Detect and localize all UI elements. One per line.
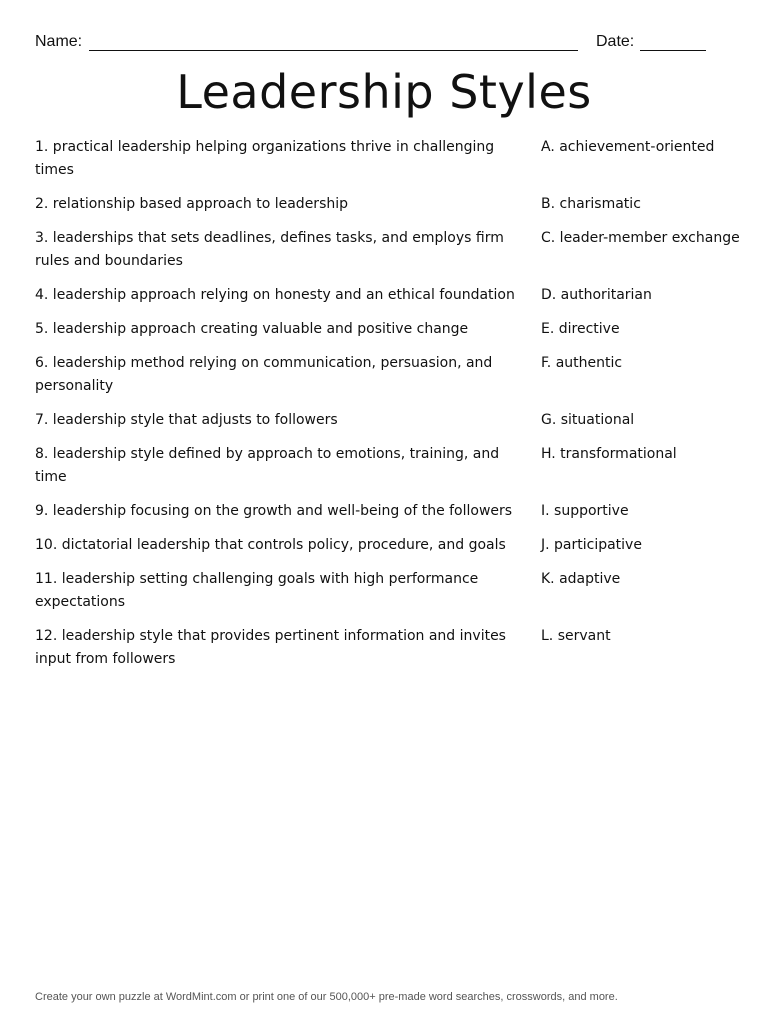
answer-option: D. authoritarian [541,287,652,303]
clue-text: 11. leadership setting challenging goals with high performance expectations [35,571,479,610]
match-row [35,625,745,671]
footer-note: Create your own puzzle at WordMint.com or print one of our 500,000+ pre-made word searches, crosswords, and more. [35,991,618,1003]
clue-text: 5. leadership approach creating valuable and positive change [35,321,469,337]
answer-option: E. directive [541,321,620,337]
name-blank-line [89,50,578,51]
match-row [35,568,745,614]
answer-option: A. achievement-oriented [541,139,715,155]
match-row [35,136,745,182]
match-row [35,443,745,489]
answer-option: L. servant [541,628,611,644]
answer-option: F. authentic [541,355,623,371]
clue-text: 10. dictatorial leadership that controls policy, procedure, and goals [35,537,506,553]
clue-text: 2. relationship based approach to leadership [35,196,349,212]
date-blank-line [640,50,706,51]
match-row [35,409,745,432]
clue-text: 7. leadership style that adjusts to followers [35,412,338,428]
clue-text: 9. leadership focusing on the growth and well-being of the followers [35,503,513,519]
answer-option: J. participative [541,537,642,553]
clue-text: 12. leadership style that provides pertinent information and invites input from followers [35,628,506,667]
match-row [35,227,745,273]
match-row [35,352,745,398]
answer-option: G. situational [541,412,635,428]
answer-option: H. transformational [541,446,677,462]
clue-text: 3. leaderships that sets deadlines, defines tasks, and employs firm rules and boundaries [35,230,504,269]
answer-option: C. leader-member exchange [541,230,740,246]
match-row [35,193,745,216]
match-row [35,534,745,557]
match-row [35,284,745,307]
page-title: Leadership Styles [176,65,592,119]
match-row [35,318,745,341]
name-label: Name: [35,33,83,50]
date-label: Date: [596,33,635,50]
matching-list [35,136,745,682]
clue-text: 1. practical leadership helping organizations thrive in challenging times [35,139,495,178]
clue-text: 8. leadership style defined by approach to emotions, training, and time [35,446,500,485]
clue-text: 4. leadership approach relying on honesty and an ethical foundation [35,287,515,303]
answer-option: K. adaptive [541,571,621,587]
clue-text: 6. leadership method relying on communication, persuasion, and personality [35,355,493,394]
answer-option: B. charismatic [541,196,641,212]
match-row [35,500,745,523]
header [35,33,715,55]
answer-option: I. supportive [541,503,629,519]
